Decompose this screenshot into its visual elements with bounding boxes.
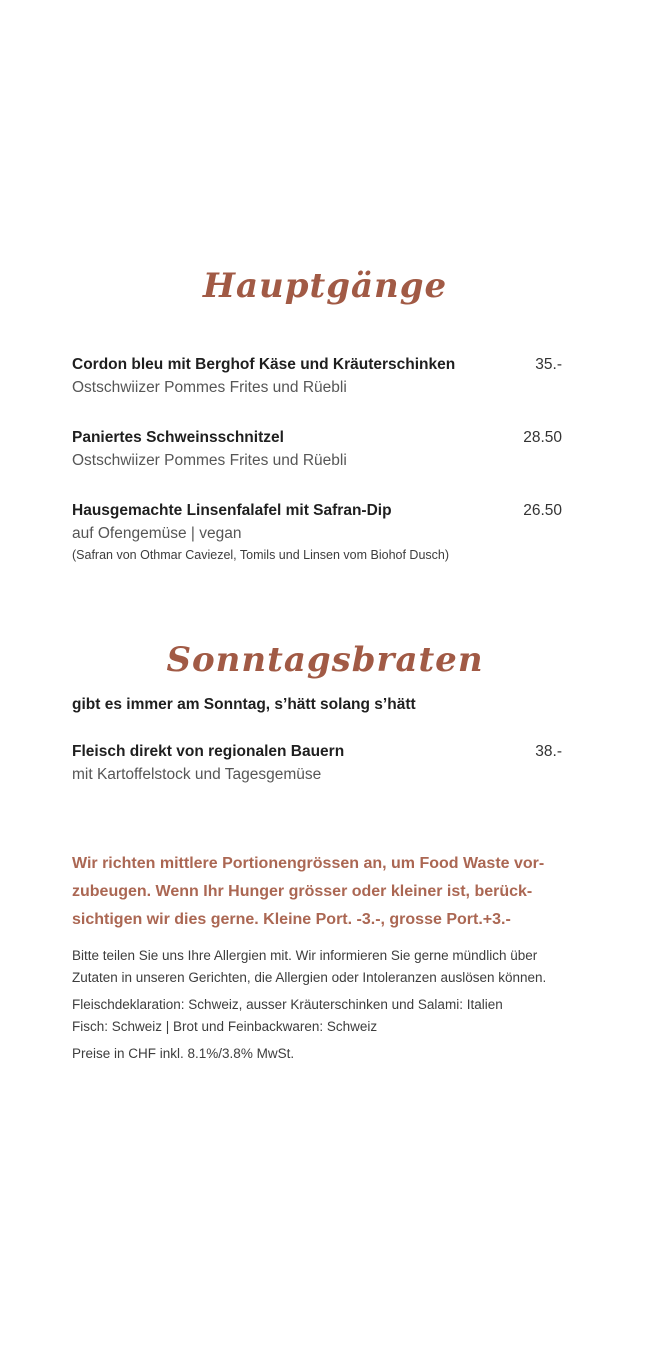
item-price: 38.- [535, 743, 562, 760]
item-title: Cordon bleu mit Berghof Käse und Kräuterschinken [72, 356, 456, 373]
menu-item-cordon-bleu [72, 353, 562, 399]
item-title: Hausgemachte Linsenfalafel mit Safran-Dip [72, 502, 392, 519]
allergy-info-line: Zutaten in unseren Gerichten, die Allergien oder Intoleranzen auslösen können. [72, 970, 547, 985]
meat-declaration-line: Fisch: Schweiz | Brot und Feinbackwaren: Schweiz [72, 1019, 378, 1034]
menu-item-sonntagsbraten [72, 740, 562, 786]
item-price: 28.50 [523, 429, 562, 446]
sonntagsbraten-items [72, 716, 562, 786]
fine-print [72, 945, 562, 1065]
item-provenance-note: (Safran von Othmar Caviezel, Tomils und Linsen vom Biohof Dusch) [72, 548, 450, 562]
item-price: 35.- [535, 356, 562, 373]
meat-declaration-line: Fleischdeklaration: Schweiz, ausser Kräuterschinken und Salami: Italien [72, 997, 503, 1012]
item-price: 26.50 [523, 502, 562, 519]
item-description: Ostschwiizer Pommes Frites und Rüebli [72, 452, 347, 469]
menu-item-linsenfalafel [72, 499, 562, 565]
item-row [72, 426, 562, 449]
notice-line: zubeugen. Wenn Ihr Hunger grösser oder kleiner ist, berück- [72, 883, 533, 900]
portion-size-notice [72, 850, 562, 934]
item-row [72, 740, 562, 763]
item-description: auf Ofengemüse | vegan [72, 525, 242, 542]
notice-line: Wir richten mittlere Portionengrössen an, um Food Waste vor- [72, 855, 545, 872]
item-description: mit Kartoffelstock und Tagesgemüse [72, 766, 322, 783]
vat-note: Preise in CHF inkl. 8.1%/3.8% MwSt. [72, 1046, 295, 1061]
item-title: Paniertes Schweinsschnitzel [72, 429, 284, 446]
section-heading-hauptgaenge: Hauptgänge [202, 266, 448, 306]
sonntagsbraten-section [0, 684, 650, 1065]
item-row [72, 353, 562, 376]
section-heading-sonntagsbraten: Sonntagsbraten [166, 640, 484, 680]
sonntagsbraten-intro: gibt es immer am Sonntag, s’hätt solang s’hätt [72, 696, 416, 713]
hauptgaenge-items [0, 310, 650, 565]
item-title: Fleisch direkt von regionalen Bauern [72, 743, 345, 760]
meat-declaration [72, 994, 562, 1038]
item-description: Ostschwiizer Pommes Frites und Rüebli [72, 379, 347, 396]
notice-line: sichtigen wir dies gerne. Kleine Port. -3.-, grosse Port.+3.- [72, 911, 511, 928]
allergy-info-line: Bitte teilen Sie uns Ihre Allergien mit. Wir informieren Sie gerne mündlich über [72, 948, 538, 963]
menu-item-schweinsschnitzel [72, 426, 562, 472]
allergy-info [72, 945, 562, 989]
item-row [72, 499, 562, 522]
